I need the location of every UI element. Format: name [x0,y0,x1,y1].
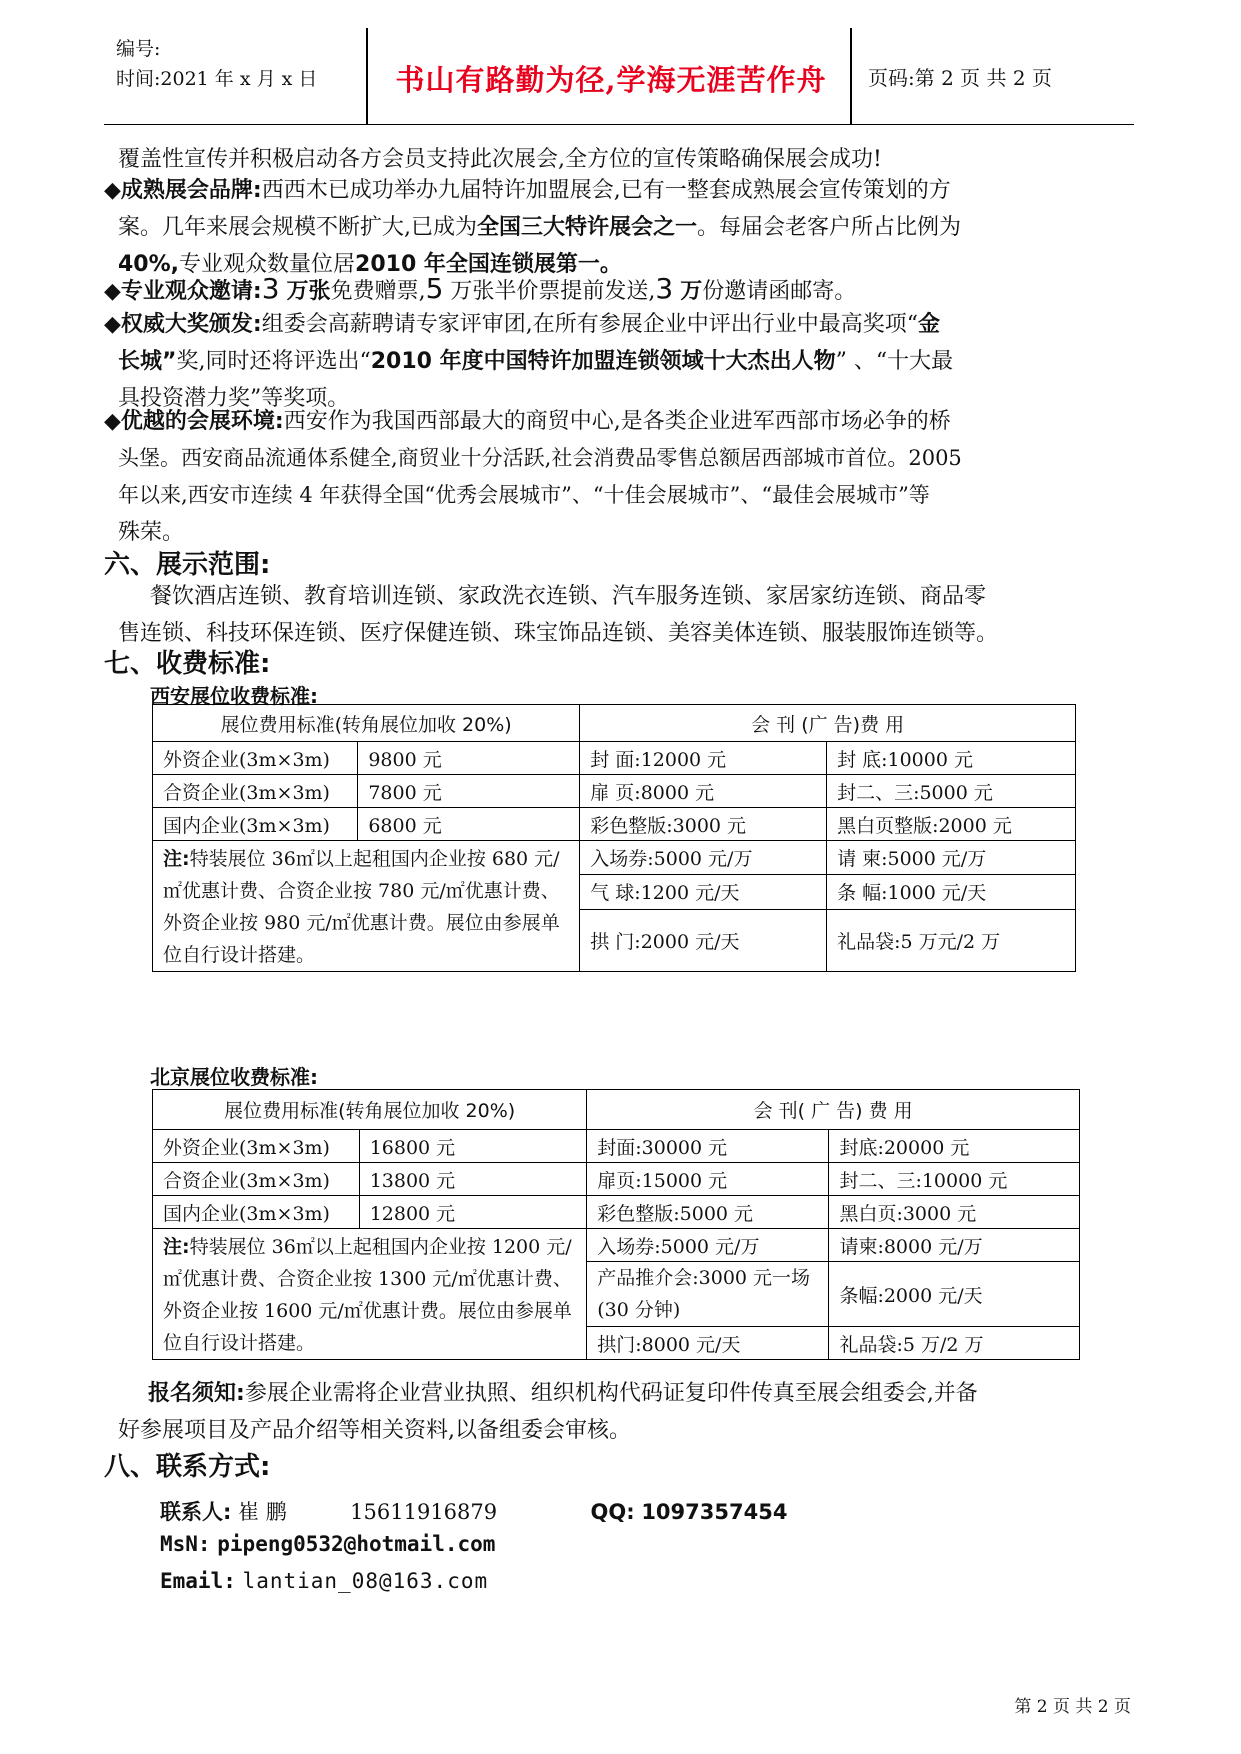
bullet-highlight: 万 [680,279,703,304]
bullet-text: 专业观众数量位居 [179,252,356,277]
bullet-text: 万张半价票提前发送, [450,279,656,304]
table-cell: 外资企业(3m×3m) [153,742,358,775]
table-cell: 9800 元 [358,742,580,775]
table-cell: 请柬:8000 元/万 [829,1229,1080,1262]
note-text: 特装展位 36㎡以上起租国内企业按 680 元/㎡优惠计费、合资企业按 780 元/㎡优惠计费、外资企业按 980 元/㎡优惠计费。展位由参展单位自行设计搭建。 [163,848,560,966]
email-row [160,1569,488,1593]
section-title: 七、收费标准: [104,649,271,679]
contact-row [160,1496,787,1526]
note-text: 特装展位 36㎡以上起租国内企业按 1200 元/㎡优惠计费、合资企业按 1300 元/㎡优惠计费、外资企业按 1600 元/㎡优惠计费。展位由参展单位自行设计搭建。 [163,1236,572,1354]
table-cell: 外资企业(3m×3m) [153,1130,360,1163]
bullet-highlight: 2010 年全国连锁展第一。 [355,252,622,277]
bullet-audience [104,270,1144,310]
note-label: 注: [163,1236,190,1258]
table-row [153,742,1076,775]
note-label: 注: [163,848,190,870]
bullet-text: 殊荣。 [118,520,185,545]
table-cell: 扉 页:8000 元 [580,775,827,808]
table-cell: 合资企业(3m×3m) [153,1163,360,1196]
big-number: 5 [425,272,444,305]
table-header: 会 刊( 广 告) 费 用 [587,1090,1080,1130]
table-cell: 扉页:15000 元 [587,1163,829,1196]
bullet-highlight: 2010 年度中国特许加盟连锁领域十大杰出人物 [370,349,836,374]
notice-text: 好参展项目及产品介绍等相关资料,以备组委会审核。 [118,1418,631,1443]
table-row [153,775,1076,808]
registration-notice [118,1375,1158,1449]
qq-number: 1097357454 [641,1500,788,1524]
bullet-text: 份邀请函邮寄。 [702,279,857,304]
bullet-highlight: 金 [917,312,940,337]
table-row [153,1130,1080,1163]
table-cell: 礼品袋:5 万元/2 万 [827,909,1076,971]
table-cell: 黑白页整版:2000 元 [827,808,1076,841]
fee-table-beijing [152,1089,1080,1360]
table-row [153,841,1076,875]
bullet-award [104,306,1144,417]
table-row [153,1196,1080,1229]
table-row [153,808,1076,841]
table-cell: 封 面:12000 元 [580,742,827,775]
table-cell: 6800 元 [358,808,580,841]
msn-label: MsN: [160,1532,211,1556]
table-header: 会 刊 (广 告)费 用 [580,705,1076,742]
contact-phone: 15611916879 [350,1500,498,1524]
intro-line: 覆盖性宣传并积极启动各方会员支持此次展会,全方位的宣传策略确保展会成功! [118,147,882,172]
bullet-text: 案。几年来展会规模不断扩大,已成为 [118,215,477,240]
bullet-title: ◆专业观众邀请: [104,279,262,304]
table-cell: 入场券:5000 元/万 [587,1229,829,1262]
subsection-title: 北京展位收费标准: [150,1065,318,1089]
section-title: 八、联系方式: [104,1452,271,1482]
msn-address[interactable]: pipeng0532@hotmail.com [217,1532,496,1556]
table-cell: 条 幅:1000 元/天 [827,875,1076,909]
table-cell: 国内企业(3m×3m) [153,1196,360,1229]
bullet-text: 组委会高薪聘请专家评审团,在所有参展企业中评出行业中最高奖项“ [261,312,918,337]
table-cell: 彩色整版:5000 元 [587,1196,829,1229]
subsection-title: 西安展位收费标准: [150,684,318,708]
notice-text: 参展企业需将企业营业执照、组织机构代码证复印件传真至展会组委会,并备 [244,1381,978,1406]
paragraph-line: 售连锁、科技环保连锁、医疗保健连锁、珠宝饰品连锁、美容美体连锁、服装服饰连锁等。 [118,621,999,646]
table-cell: 条幅:2000 元/天 [829,1262,1080,1327]
email-address[interactable]: lantian_08@163.com [242,1569,489,1593]
header-divider [850,28,852,124]
table-row [153,1229,1080,1262]
bullet-highlight: 万张 [286,279,331,304]
big-number: 3 [655,272,674,305]
paragraph-line: 餐饮酒店连锁、教育培训连锁、家政洗衣连锁、汽车服务连锁、家居家纺连锁、商品零 [150,584,987,609]
table-cell: 黑白页:3000 元 [829,1196,1080,1229]
section6-body [118,578,1158,652]
header-motto: 书山有路勤为径,学海无涯苦作舟 [395,63,827,97]
table-header: 展位费用标准(转角展位加收 20%) [153,705,580,742]
table-cell: 13800 元 [359,1163,587,1196]
bullet-highlight: 40%, [118,252,180,277]
table-cell: 拱门:8000 元/天 [587,1327,829,1360]
contact-name: 崔 鹏 [238,1500,287,1524]
email-label: Email: [160,1569,236,1593]
table-cell: 礼品袋:5 万/2 万 [829,1327,1080,1360]
big-number: 3 [261,272,280,305]
msn-row [160,1532,495,1556]
table-cell: 封底:20000 元 [829,1130,1080,1163]
bullet-text: 西西木已成功举办九届特许加盟展会,已有一整套成熟展会宣传策划的方 [261,178,951,203]
notice-label: 报名须知: [148,1381,245,1406]
table-cell: 气 球:1200 元/天 [580,875,827,909]
table-cell: 封 底:10000 元 [827,742,1076,775]
table-header: 展位费用标准(转角展位加收 20%) [153,1090,587,1130]
bullet-brand [104,172,1144,283]
doc-number-label: 编号: [116,38,161,60]
section-title: 六、展示范围: [104,550,271,580]
bullet-highlight: 全国三大特许展会之一 [477,215,698,240]
bullet-title: ◆成熟展会品牌: [104,178,262,203]
table-cell: 彩色整版:3000 元 [580,808,827,841]
bullet-title: ◆权威大奖颁发: [104,312,262,337]
qq-label: QQ: [590,1500,635,1524]
bullet-text: 奖,同时还将评选出“ [176,349,371,374]
header-meta [116,34,317,94]
table-cell: 请 柬:5000 元/万 [827,841,1076,875]
bullet-environment [104,403,1154,551]
bullet-text: 免费赠票, [330,279,426,304]
bullet-title: ◆优越的会展环境: [104,409,284,434]
table-cell: 7800 元 [358,775,580,808]
table-cell: 封二、三:10000 元 [829,1163,1080,1196]
table-cell: 封面:30000 元 [587,1130,829,1163]
table-cell: 产品推介会:3000 元一场(30 分钟) [587,1262,829,1327]
table-row [153,1163,1080,1196]
table-cell: 拱 门:2000 元/天 [580,909,827,971]
table-cell: 封二、三:5000 元 [827,775,1076,808]
table-cell: 12800 元 [359,1196,587,1229]
page-header [104,28,1134,125]
bullet-text: 具投资潜力奖”等奖项。 [118,386,350,411]
doc-time-label: 时间:2021 年 x 月 x 日 [116,68,318,90]
table-cell: 合资企业(3m×3m) [153,775,358,808]
table-cell: 16800 元 [359,1130,587,1163]
table-cell: 入场券:5000 元/万 [580,841,827,875]
contact-label: 联系人: [160,1500,232,1524]
bullet-text: 。每届会老客户所占比例为 [697,215,962,240]
page-footer: 第 2 页 共 2 页 [1014,1697,1131,1717]
fee-table-xian [152,704,1076,972]
table-note [153,1229,587,1360]
header-divider [366,28,368,124]
bullet-text: ” 、“十大最 [835,349,954,374]
bullet-highlight: 长城” [118,349,177,374]
header-page-label: 页码:第 2 页 共 2 页 [868,66,1052,90]
bullet-text: 年以来,西安市连续 4 年获得全国“优秀会展城市”、“十佳会展城市”、“最佳会展城市”等 [118,483,930,507]
bullet-text: 头堡。西安商品流通体系健全,商贸业十分活跃,社会消费品零售总额居西部城市首位。2005 [118,446,962,470]
table-note [153,841,580,972]
bullet-text: 西安作为我国西部最大的商贸中心,是各类企业进军西部市场必争的桥 [283,409,951,434]
table-cell: 国内企业(3m×3m) [153,808,358,841]
